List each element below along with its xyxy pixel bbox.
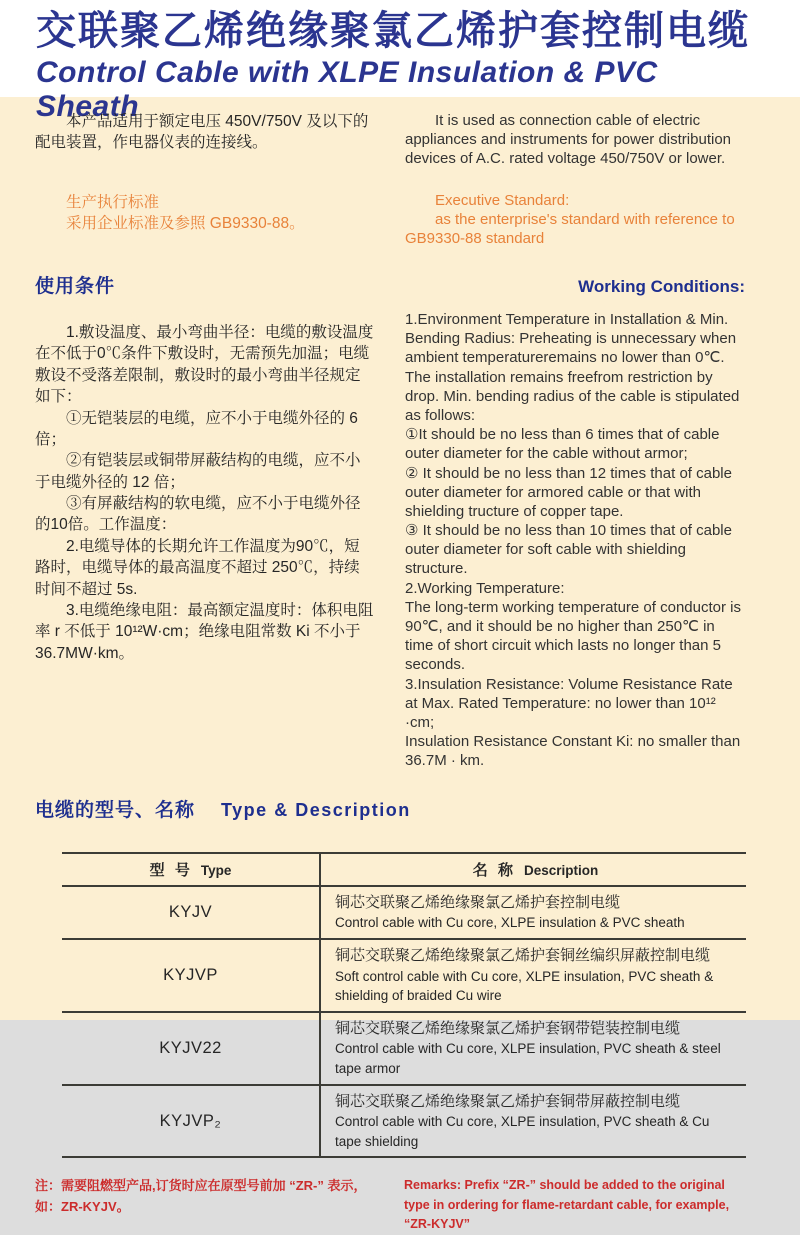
type-header-english: Type: [200, 862, 232, 878]
working-conditions-heading-chinese: 使用条件: [35, 276, 116, 297]
working-conditions-english: [405, 310, 745, 771]
description-header-english: Description: [523, 862, 599, 878]
condition-paragraph: ①It should be no less than 6 times that of cable outer diameter for the cable without armor;: [405, 426, 720, 463]
condition-paragraph: ①无铠装层的电缆，应不小于电缆外径的 6 倍；: [35, 409, 358, 448]
footnotes: [35, 1176, 745, 1234]
flame-retardant-note-chinese: 注：需要阻燃型产品,订货时应在原型号前加 “ZR-” 表示，如：ZR-KYJV。: [35, 1178, 367, 1215]
table-header-type: [62, 853, 320, 886]
executive-standard-chinese: [35, 192, 375, 235]
executive-standard-body-chinese: 采用企业标准及参照 GB9330-88。: [66, 215, 305, 233]
type-header-chinese: 型 号: [149, 861, 193, 879]
type-section-heading-english: Type & Description: [221, 799, 411, 820]
description-header-chinese: 名 称: [472, 861, 516, 879]
condition-paragraph: The long-term working temperature of conductor is 90℃, and it should be no higher than 250℃ in time of short circuit which lasts no longer than 5 seconds.: [405, 598, 741, 674]
condition-paragraph: ② It should be no less than 12 times that of cable outer diameter for armored cable or that with shielding tructure of copper tape.: [405, 464, 732, 520]
intro-column-english: [405, 111, 745, 271]
executive-standard-english: [405, 191, 745, 249]
table-row: [62, 886, 746, 939]
cable-description-chinese: 铜芯交联聚乙烯绝缘聚氯乙烯护套控制电缆: [335, 893, 621, 911]
intro-paragraph-english: It is used as connection cable of electric appliances and instruments for power distribution devices of A.C. rated voltage 450/750V or lower.: [405, 112, 732, 168]
condition-paragraph: ③ It should be no less than 10 times that of cable outer diameter for soft cable with shielding structure.: [405, 522, 732, 578]
condition-paragraph: Insulation Resistance Constant Ki: no smaller than 36.7M · km.: [405, 733, 741, 770]
condition-paragraph: ③有屏蔽结构的软电缆，应不小于电缆外径的10倍。工作温度：: [35, 495, 361, 534]
cable-description-english: Control cable with Cu core, XLPE insulation, PVC sheath & steel tape armor: [335, 1041, 721, 1076]
type-section-heading: [35, 795, 745, 822]
page-title-chinese: 交联聚乙烯绝缘聚氯乙烯护套控制电缆: [36, 9, 750, 53]
cable-description-chinese: 铜芯交联聚乙烯绝缘聚氯乙烯护套铜带屏蔽控制电缆: [335, 1092, 681, 1110]
type-description-table: [62, 852, 746, 1159]
cable-description-cell: [320, 1012, 746, 1085]
working-conditions-heading-english: Working Conditions:: [578, 277, 745, 296]
cable-type-code: KYJVP₂: [62, 1085, 320, 1158]
working-conditions-section: [35, 310, 745, 771]
executive-standard-body-english: as the enterprise's standard with reference to GB9330-88 standard: [405, 210, 735, 247]
type-section-heading-chinese: 电缆的型号、名称: [35, 799, 196, 821]
table-header-description: [320, 853, 746, 886]
cable-description-chinese: 铜芯交联聚乙烯绝缘聚氯乙烯护套铜丝编织屏蔽控制电缆: [335, 946, 711, 964]
intro-paragraph-chinese: 本产品适用于额定电压 450V/750V 及以下的配电装置，作电器仪表的连接线。: [35, 113, 369, 152]
table-row: [62, 1012, 746, 1085]
cable-description-english: Soft control cable with Cu core, XLPE insulation, PVC sheath & shielding of braided Cu wire: [335, 968, 714, 1004]
condition-paragraph: 1.敷设温度、最小弯曲半径：电缆的敷设温度在不低于0℃条件下敷设时，无需预先加温；电缆敷设不受落差限制，敷设时的最小弯曲半径规定如下：: [35, 324, 374, 406]
condition-paragraph: ②有铠装层或铜带屏蔽结构的电缆，应不小于电缆外径的 12 倍；: [35, 452, 361, 491]
flame-retardant-note-english: Remarks: Prefix “ZR-” should be added to the original type in ordering for flame-retardant cable, for example, “ZR-KYJV”: [404, 1178, 730, 1232]
working-conditions-headings: [35, 271, 745, 298]
condition-paragraph: 2.Working Temperature:: [405, 579, 565, 597]
condition-paragraph: 1.Environment Temperature in Installation & Min. Bending Radius: Preheating is unnecessary when ambient temperatureremains no lower than 0℃. The installation remains freefrom restriction by drop. Min. bending radius of the cable is stipulated as follows:: [405, 311, 740, 424]
cable-description-english: Control cable with Cu core, XLPE insulation, PVC sheath & Cu tape shielding: [335, 1114, 710, 1149]
cable-type-code: KYJVP: [62, 939, 320, 1012]
cable-description-cell: [320, 886, 746, 939]
table-row: [62, 1085, 746, 1158]
page-header: [0, 0, 800, 124]
condition-paragraph: 3.Insulation Resistance: Volume Resistance Rate at Max. Rated Temperature: no lower than 10¹² ·cm;: [405, 675, 733, 731]
page-title-english: Control Cable with XLPE Insulation & PVC Sheath: [36, 56, 658, 124]
table-row: [62, 939, 746, 1012]
table-header-row: [62, 853, 746, 886]
page-body: [0, 97, 800, 1232]
intro-section: [35, 111, 745, 271]
executive-standard-title-chinese: 生产执行标准: [66, 193, 160, 211]
working-conditions-chinese: [35, 310, 375, 771]
cable-description-cell: [320, 939, 746, 1012]
cable-type-code: KYJV22: [62, 1012, 320, 1085]
executive-standard-title-english: Executive Standard:: [435, 191, 570, 209]
cable-type-code: KYJV: [62, 886, 320, 939]
condition-paragraph: 3.电缆绝缘电阻：最高额定温度时：体积电阻率 r 不低于 10¹²W·cm；绝缘电阻常数 Ki 不小于 36.7MW·km。: [35, 601, 374, 662]
cable-description-chinese: 铜芯交联聚乙烯绝缘聚氯乙烯护套钢带铠装控制电缆: [335, 1019, 681, 1037]
condition-paragraph: 2.电缆导体的长期允许工作温度为90℃，短路时，电缆导体的最高温度不超过 250℃，持续时间不超过 5s.: [35, 537, 360, 598]
intro-column-chinese: [35, 111, 375, 271]
cable-description-cell: [320, 1085, 746, 1158]
cable-description-english: Control cable with Cu core, XLPE insulation & PVC sheath: [335, 915, 685, 931]
